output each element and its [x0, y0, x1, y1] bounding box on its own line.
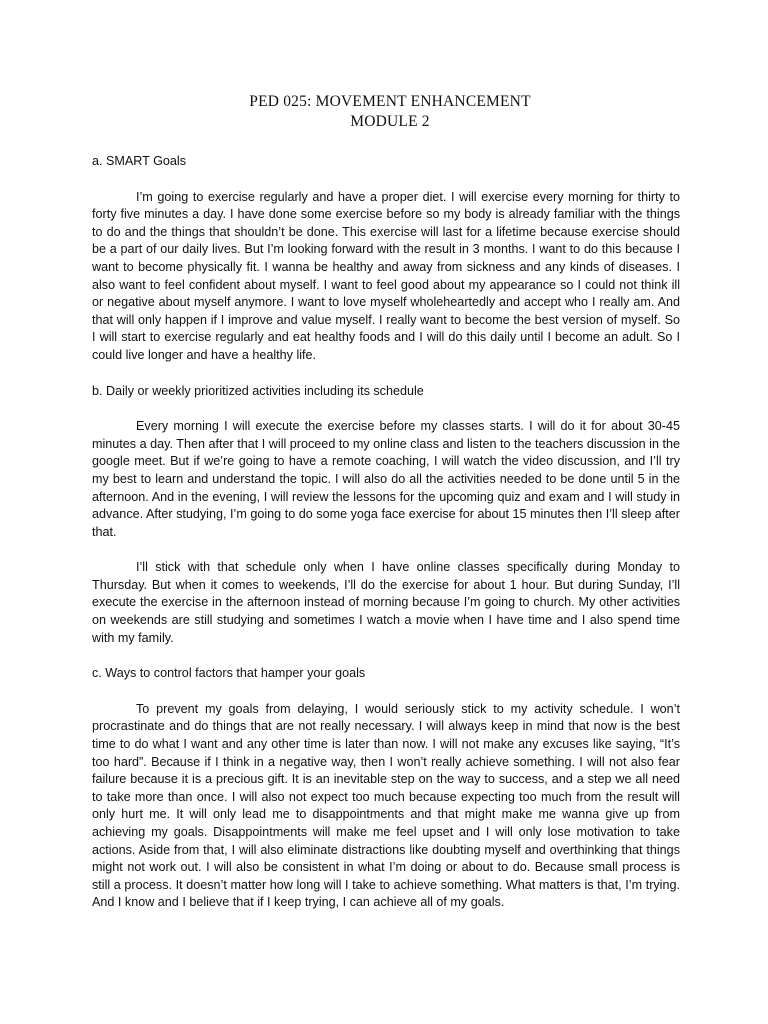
paragraph: To prevent my goals from delaying, I would seriously stick to my activity schedule. I won’t procrastinate and do things that are not really necessary. I will always keep in mind that now is the best time to do what I want and any other time is later than now. I will not make any excuses like saying, “It’s too hard”. Because if I think in a negative way, then I won’t really achieve something. I will not also fear failure because it is a precious gift. It is an inevitable step on the way to success, and a step we all need to take more than once. I will also not expect too much because expecting too much from the result will only hurt me. It will only lead me to disappointments and that might make me wanna give up from achieving my goals. Disappointments will make me feel upset and I will only lose motivation to take actions. Aside from that, I will also eliminate distractions like doubting myself and overthinking that things might not work out. I will also be consistent in what I’m doing or about to do. Because small process is still a process. It doesn’t matter how long will I take to achieve something. What matters is that, I’m trying. And I know and I believe that if I keep trying, I can achieve all of my goals.: [92, 701, 680, 910]
module-title: MODULE 2: [350, 113, 430, 130]
section-heading: b. Daily or weekly prioritized activities including its schedule: [92, 383, 424, 398]
paragraph: I’ll stick with that schedule only when I have online classes specifically during Monday to Thursday. But when it comes to weekends, I’ll do the exercise for about 1 hour. But during Sunday, I’ll execute the exercise in the afternoon instead of morning because I’m going to church. My other activities on weekends are still studying and sometimes I watch a movie when I have time and I also spend time with my family.: [92, 560, 680, 645]
section-smart-goals: [92, 153, 680, 365]
document-title: PED 025: MOVEMENT ENHANCEMENT: [249, 93, 531, 110]
paragraph: I’m going to exercise regularly and have a proper diet. I will exercise every morning for thirty to forty five minutes a day. I have done some exercise before so my body is already familiar with the things to do and the things that shouldn’t be done. This exercise will last for a lifetime because exercise should be a part of our daily lives. But I’m looking forward with the result in 3 months. I want to do this because I want to become physically fit. I wanna be healthy and away from sickness and any kinds of diseases. I also want to feel confident about myself. I want to feel good about my appearance so I could not think ill or negative about myself anymore. I want to love myself wholeheartedly and accept who I really am. And that will only happen if I improve and value myself. I really want to become the best version of myself. So I will start to exercise regularly and eat healthy foods and I will do this daily until I become an adult. So I could live longer and have a healthy life.: [92, 189, 680, 362]
section-heading: a. SMART Goals: [92, 154, 187, 168]
section-heading: c. Ways to control factors that hamper your goals: [92, 666, 366, 681]
paragraph: Every morning I will execute the exercise before my classes starts. I will do it for about 30-45 minutes a day. Then after that I will proceed to my online class and listen to the teachers discussion in the google meet. But if we’re going to have a remote coaching, I will watch the video discussion, and I’ll try my best to learn and understand the topic. I will also do all the activities needed to be done until 5 in the afternoon. And in the evening, I will review the lessons for the upcoming quiz and exam and I will study in advance. After studying, I’m going to do some yoga face exercise for about 15 minutes then I’ll sleep after that.: [92, 419, 680, 539]
document-header: [100, 92, 680, 132]
section-control-factors: [92, 665, 680, 912]
section-daily-activities: [92, 383, 680, 648]
